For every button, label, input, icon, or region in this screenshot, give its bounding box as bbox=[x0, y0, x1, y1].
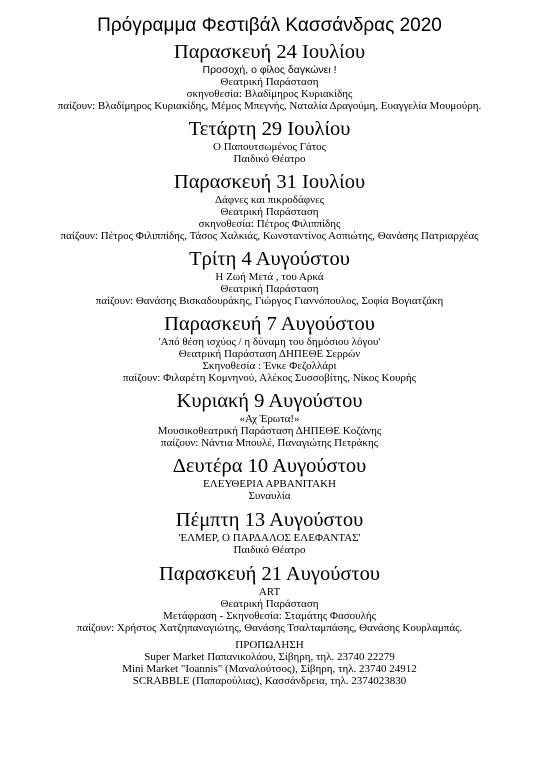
event-date: Παρασκευή 24 Ιουλίου bbox=[173, 41, 366, 63]
event-line: Ο Παπουτσωμένος Γάτος bbox=[213, 141, 326, 153]
event-line: 'Από θέση ισχύος / η δύναμη του δημόσιου λόγου' bbox=[158, 336, 381, 348]
event-date: Παρασκευή 21 Αυγούστου bbox=[158, 563, 381, 585]
event-line: ART bbox=[258, 586, 281, 598]
presale-line: Super Market Παπανικολάου, Σίβηρη, τηλ. 23740 22279 bbox=[144, 651, 395, 663]
event-line: Θεατρική Παράσταση bbox=[220, 598, 319, 610]
event-block bbox=[0, 562, 539, 634]
event-line: Παιδικό Θέατρο bbox=[233, 544, 306, 556]
event-block bbox=[0, 312, 539, 384]
event-block bbox=[0, 40, 539, 112]
event-block bbox=[0, 247, 539, 307]
event-line: παίζουν: Θανάσης Βισκαδουράκης, Γιώργος Γιαννόπουλος, Σοφία Βογιατζάκη bbox=[95, 295, 444, 307]
event-line: Θεατρική Παράσταση ΔΗΠΕΘΕ Σερρών bbox=[178, 348, 361, 360]
event-block bbox=[0, 454, 539, 502]
presale-line: SCRABBLE (Παπαρούλιας), Κασσάνδρεια, τηλ. 2374023830 bbox=[132, 675, 407, 687]
event-line: Παιδικό Θέατρο bbox=[233, 153, 306, 165]
presale-block bbox=[0, 639, 539, 687]
event-block bbox=[0, 389, 539, 449]
event-line: Δάφνες και πικροδάφνες bbox=[214, 194, 325, 206]
event-line: παίζουν: Νάντια Μπουλέ, Παναγιώτης Πετράκης bbox=[160, 437, 379, 449]
event-line: Προσοχή, ο φίλος δαγκώνει ! bbox=[202, 64, 337, 76]
event-line: Μουσικοθεατρική Παράσταση ΔΗΠΕΘΕ Κοζάνης bbox=[157, 425, 382, 437]
event-line: «Αχ Έρωτα!» bbox=[239, 413, 300, 425]
event-line: παίζουν: Χρήστος Χατζηπαναγιώτης, Θανάσης Τσαλταμπάσης, Θανάσης Κουρλαμπάς. bbox=[76, 622, 463, 634]
event-block bbox=[0, 170, 539, 242]
event-block bbox=[0, 508, 539, 556]
event-date: Παρασκευή 31 Ιουλίου bbox=[173, 171, 366, 193]
event-line: σκηνοθεσία: Βλαδίμηρος Κυριακίδης bbox=[186, 88, 353, 100]
event-line: παίζουν: Βλαδίμηρος Κυριακίδης, Μέμος Μπεγνής, Ναταλία Δραγούμη, Ευαγγελία Μουμούρη. bbox=[57, 100, 482, 112]
program-title: Πρόγραμμα Φεστιβάλ Κασσάνδρας 2020 bbox=[97, 15, 442, 36]
event-date: Πέμπτη 13 Αυγούστου bbox=[175, 509, 364, 531]
event-line: ΕΛΕΥΘΕΡΙΑ ΑΡΒΑΝΙΤΑΚΗ bbox=[203, 478, 336, 490]
event-line: 'ΕΛΜΕΡ, Ο ΠΑΡΔΑΛΟΣ ΕΛΕΦΑΝΤΑΣ' bbox=[178, 532, 361, 544]
presale-line: Mini Market "Ioannis" (Μαναλούτσος), Σίβηρη, τηλ. 23740 24912 bbox=[122, 663, 417, 675]
event-date: Παρασκευή 7 Αυγούστου bbox=[164, 313, 375, 335]
event-line: Θεατρική Παράσταση bbox=[220, 283, 319, 295]
event-line: Θεατρική Παράσταση bbox=[220, 76, 319, 88]
event-date: Κυριακή 9 Αυγούστου bbox=[176, 390, 363, 412]
event-line: παίζουν: Πέτρος Φιλιππίδης, Τάσος Χαλκιάς, Κωνσταντίνος Ασπιώτης, Θανάσης Πατριαρχέας bbox=[60, 230, 479, 242]
event-line: σκηνοθεσία: Πέτρος Φιλιππίδης bbox=[198, 218, 341, 230]
event-line: παίζουν: Φιλαρέτη Κομνηνού, Αλέκος Συσσοβίτης, Νίκος Κουρής bbox=[122, 372, 417, 384]
event-date: Τρίτη 4 Αυγούστου bbox=[189, 248, 350, 270]
event-line: Σκηνοθεσία : Ένκε Φεζολλάρι bbox=[202, 360, 337, 372]
presale-heading: ΠΡΟΠΩΛΗΣΗ bbox=[235, 639, 304, 651]
event-line: Θεατρική Παράσταση bbox=[220, 206, 319, 218]
event-line: Συναυλία bbox=[248, 490, 291, 502]
event-line: Η Ζωή Μετά , του Αρκά bbox=[215, 271, 324, 283]
event-date: Δευτέρα 10 Αυγούστου bbox=[172, 455, 367, 477]
event-line: Μετάφραση - Σκηνοθεσία: Σταμάτης Φασουλής bbox=[163, 610, 376, 622]
event-block bbox=[0, 117, 539, 165]
event-date: Τετάρτη 29 Ιουλίου bbox=[188, 118, 351, 140]
